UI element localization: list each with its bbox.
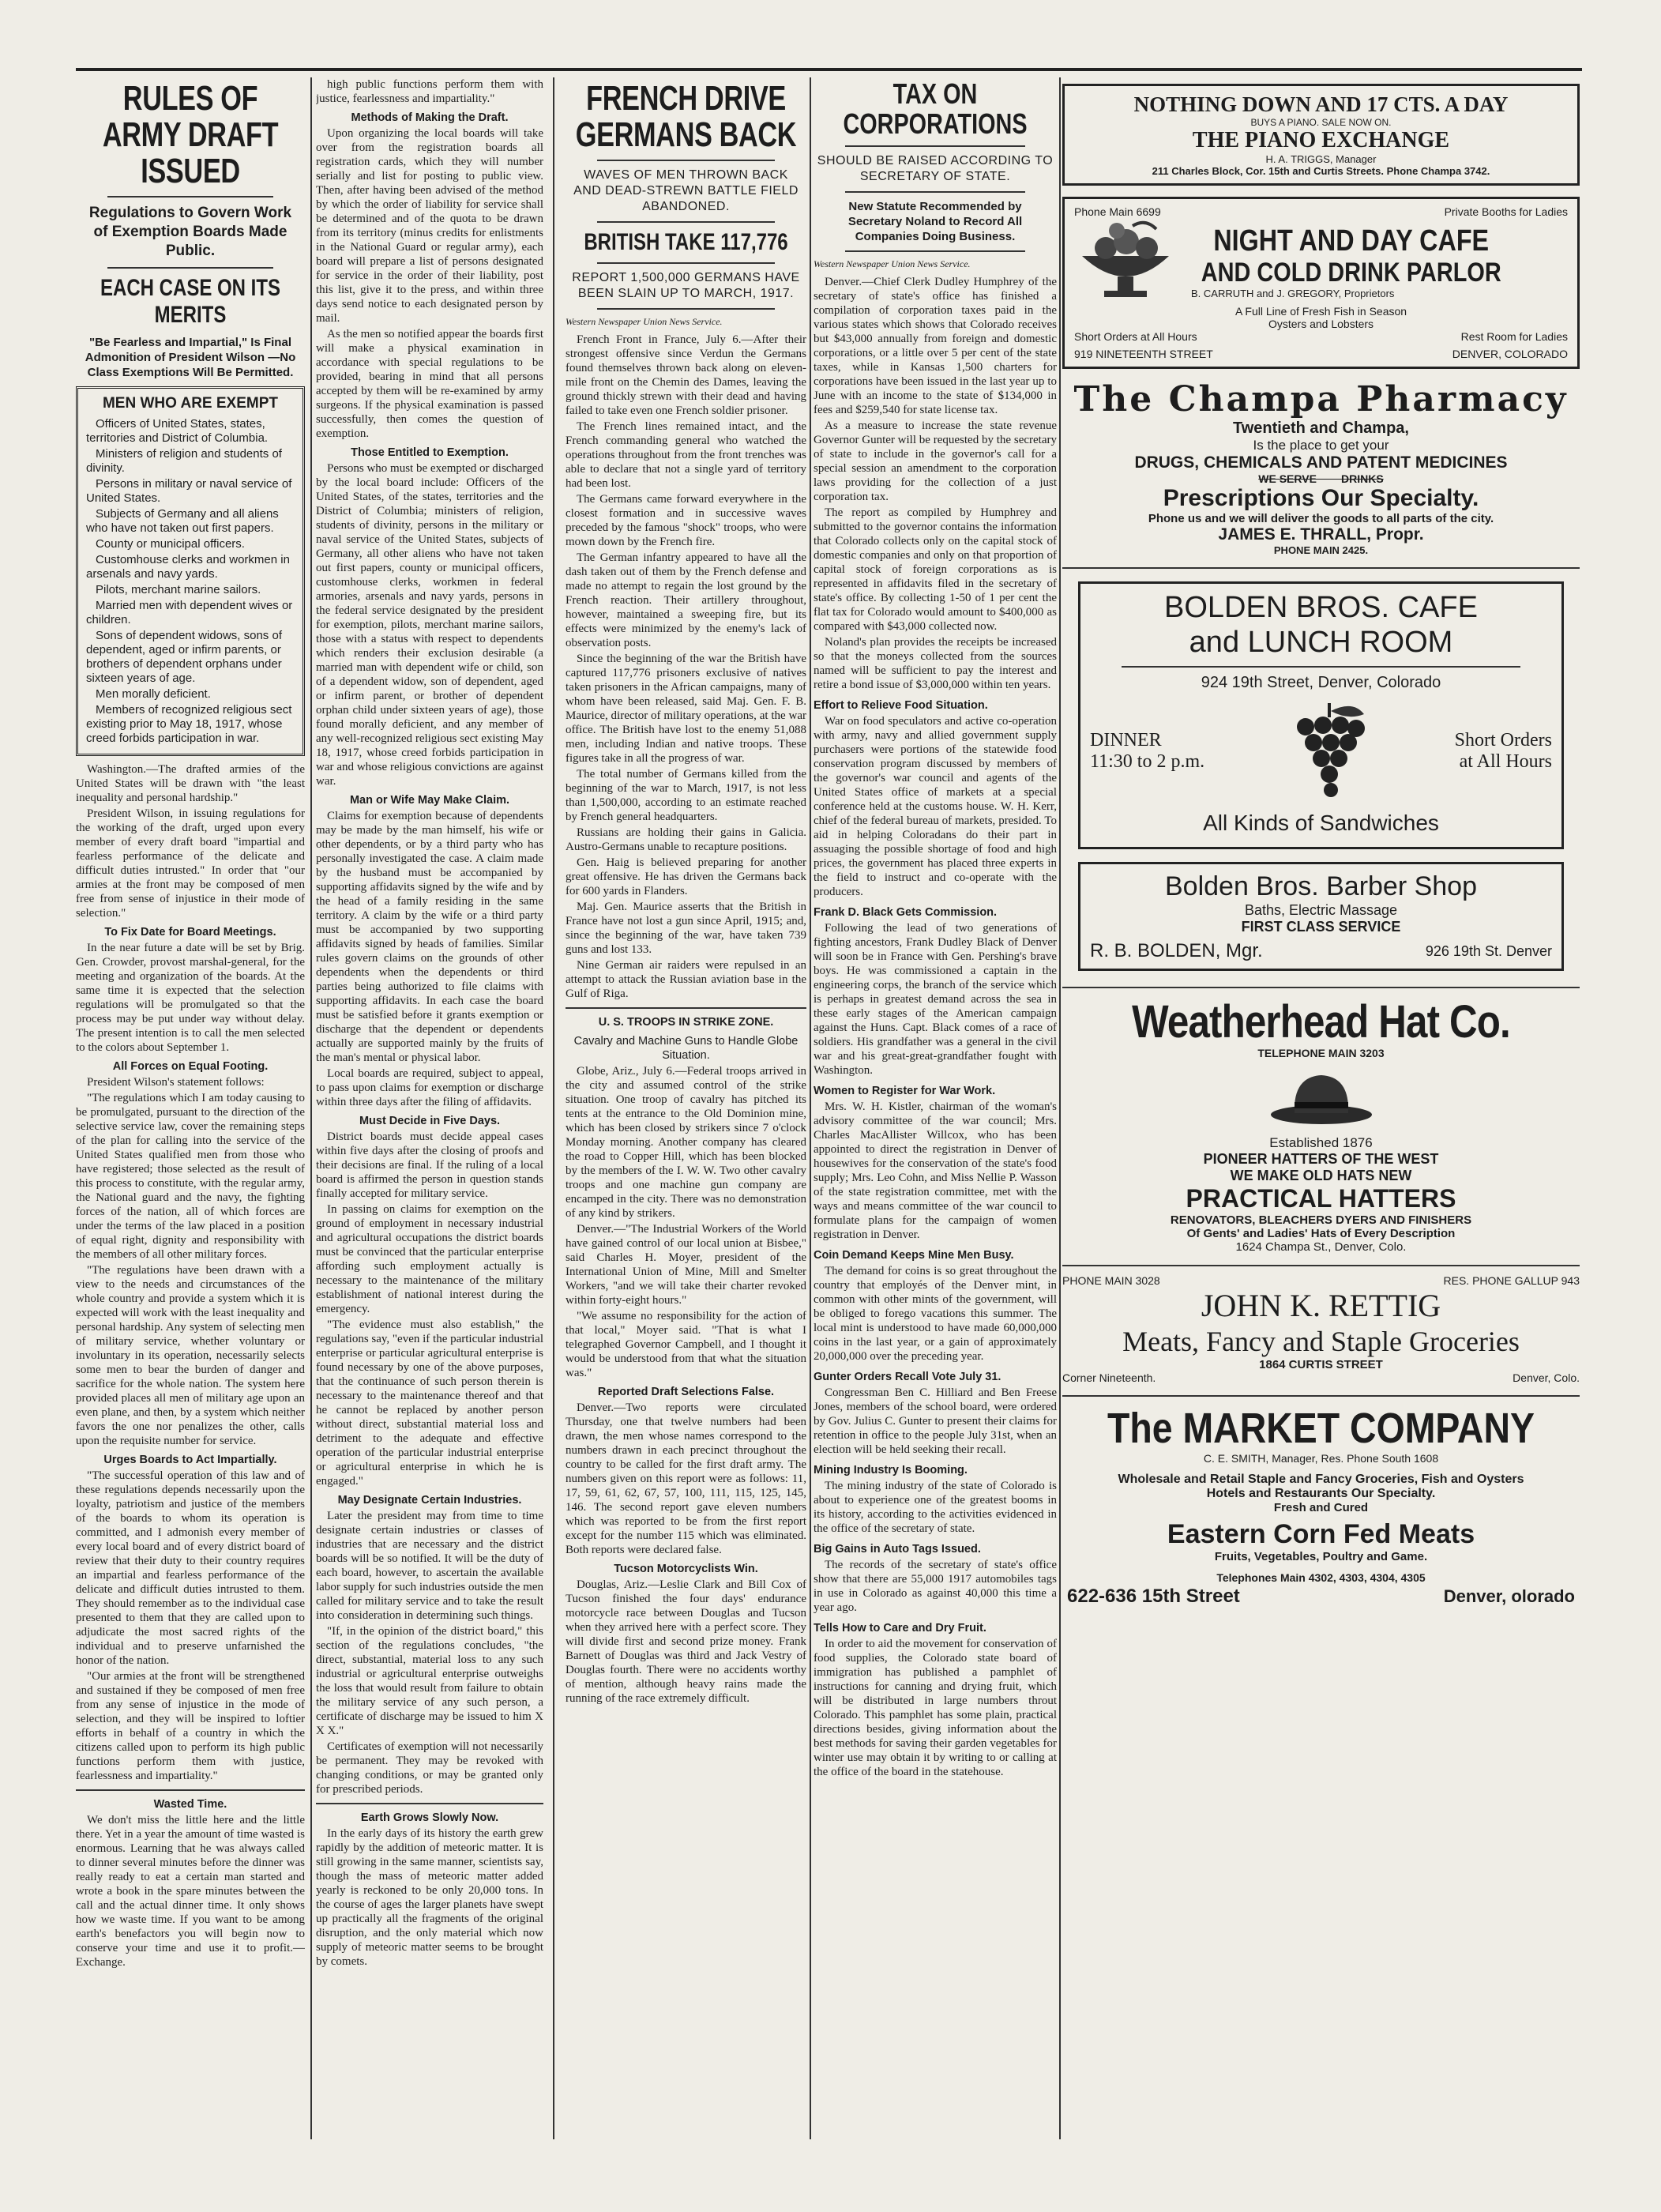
headline-french-drive: FRENCH DRIVE GERMANS BACK	[575, 79, 797, 154]
barber-manager: R. B. BOLDEN, Mgr.	[1090, 940, 1263, 961]
paragraph: Local boards are required, subject to appeal, to pass upon claims for exemption or discharge within three days after the filing of affidavits.	[316, 1067, 543, 1108]
paragraph: The records of the secretary of state's office show that there are 55,000 1917 automobiles tags in use in Colorado as against 40,000 this time a year ago.	[814, 1559, 1057, 1614]
headline-each-case: EACH CASE ON ITS MERITS	[100, 275, 281, 328]
cafe-short-orders: Short Orders at All Hours	[1074, 330, 1197, 343]
fruit-bowl-icon	[1074, 218, 1177, 305]
divider	[597, 221, 775, 223]
subhead: Urges Boards to Act Impartially.	[103, 1454, 277, 1466]
earth-title: Earth Grows Slowly Now.	[360, 1811, 499, 1824]
bolden-name2: and LUNCH ROOM	[1189, 626, 1453, 659]
divider	[845, 191, 1025, 193]
bolden-short-hours: at All Hours	[1459, 751, 1552, 772]
paragraph: "The regulations which I am today causing to be promulgated, pursuant to the direction of the selective service law, cover the remaining steps of the plan for calling into the service of the United States qualified men from those who have registered; those selected as the result of this process to constitute, with the regular army, the National guard and the navy, the fighting forces of the nation, all of which forces are under the terms of the law placed in a position of equal right, dignity and responsibility with the members of all other military forces.	[76, 1092, 305, 1261]
hat-old: WE MAKE OLD HATS NEW	[1230, 1168, 1412, 1183]
ad-night-day-cafe	[1062, 197, 1580, 369]
divider	[316, 1803, 543, 1804]
subhead: Methods of Making the Draft.	[351, 111, 509, 124]
paragraph: In order to aid the movement for conservation of food supplies, the Colorado state board of immigration has published a pamphlet of instructions for canning and drying fruit, which will be distributed in large numbers throut Colorado. This pamphlet has some plain, practical directions besides, giving information about the best methods for saving their garden vegetables for winter use may obtain it by writing to or calling at the office of the board in the statehouse.	[814, 1638, 1057, 1778]
bolden-address: 924 19th Street, Denver, Colorado	[1201, 674, 1441, 691]
subhead: Must Decide in Five Days.	[359, 1115, 501, 1127]
divider	[1062, 987, 1580, 988]
pharmacy-place: Is the place to get your	[1253, 438, 1389, 453]
hat-address: 1624 Champa St., Denver, Colo.	[1235, 1240, 1407, 1254]
divider	[845, 145, 1025, 147]
paragraph: District boards must decide appeal cases within five days after the closing of proofs and their decisions are final. If the ruling of a local board is affirmed the person in question stands finally accepted for military service.	[316, 1130, 543, 1200]
divider	[597, 262, 775, 264]
market-city: Denver, olorado	[1443, 1586, 1575, 1606]
column-rule	[810, 77, 811, 2139]
subhead: Gunter Orders Recall Vote July 31.	[814, 1371, 1001, 1383]
column-rule	[310, 77, 312, 2139]
exempt-box	[76, 386, 305, 756]
paragraph: Douglas, Ariz.—Leslie Clark and Bill Cox of Tucson finished the four days' endurance motorcycle race between Douglas and Tucson when they arrived here with a perfect score. They will divide first and second prize money. Frank Barnett of Douglas was third and Jack Vestry of Douglas fourth. There were no accidents worthy of mention, although heavy rains made the running of the race extremely difficult.	[566, 1578, 806, 1705]
pharmacy-proprietor: JAMES E. THRALL, Propr.	[1218, 525, 1424, 544]
paragraph: Globe, Ariz., July 6.—Federal troops arrived in the city and assumed control of the strike situation. One troop of cavalry has pitched its tents at the entrance to the Old Dominion mine, which has been closed by strikers since 7 o'clock Monday morning. Another company has cleared the road to Copper Hill, which has been blocked by the members of the I. W. W. Two other cavalry troops and one machine gun company are encamped in the city. There was no demonstration of any kind by strikers.	[566, 1065, 806, 1220]
exempt-item: Pilots, merchant marine sailors.	[96, 583, 261, 596]
divider	[76, 1789, 305, 1791]
hat-name: Weatherhead Hat Co.	[1132, 996, 1510, 1048]
strike-title: U. S. TROOPS IN STRIKE ZONE.	[598, 1016, 774, 1029]
exempt-item: County or municipal officers.	[96, 537, 245, 551]
ad-champa-pharmacy	[1062, 380, 1580, 556]
bolden-short: Short Orders	[1454, 730, 1552, 750]
deck-should-be-raised: SHOULD BE RAISED ACCORDING TO SECRETARY OF STATE.	[817, 154, 1054, 183]
market-phones: Telephones Main 4302, 4303, 4304, 4305	[1216, 1571, 1426, 1584]
divider	[597, 160, 775, 161]
deck-regulations: Regulations to Govern Work of Exemption Boards Made Public.	[88, 205, 292, 259]
rettig-city: Denver, Colo.	[1513, 1371, 1580, 1384]
earth-text: In the early days of its history the earth grew rapidly by the addition of meteoric matter. It is still growing in the same manner, scientists say, though the mass of meteoric matter added yearly is reckoned to be only 20,000 tons. In the course of ages the larger planets have swept up practically all the fragments of the original disruption, and the only material which now supply of meteoric matter seems to be brought by comets.	[316, 1827, 543, 1968]
exempt-item: Subjects of Germany and all aliens who have not taken out first papers.	[86, 507, 279, 535]
subhead: Mining Industry Is Booming.	[814, 1464, 968, 1477]
paragraph: Denver.—Two reports were circulated Thursday, one that twelve numbers had been drawn, the men whose names correspond to the numbers drawn in each precinct throughout the country to be called for the first draft army. The numbers given on this report were as follows: 11, 17, 59, 61, 62, 67, 57, 100, 111, 115, 125, 145, 146. The second report gave eleven numbers which was reported to be from the first report except for the number 115 which was eliminated. Both reports were declared false.	[566, 1401, 806, 1556]
subhead: Man or Wife May Make Claim.	[349, 794, 510, 807]
paragraph: Denver.—"The Industrial Workers of the World have gained control of our local union at Bisbee," said Charles H. Moyer, president of the International Union of Mine, Mill and Smelter Workers, "and we will take their charter revoked within forty-eight hours."	[566, 1223, 806, 1307]
headline-british: BRITISH TAKE 117,776	[584, 229, 788, 255]
paragraph: "If, in the opinion of the district board," this section of the regulations concludes, "the direct, substantial, material loss to any such industrial or agricultural enterprise outweighs the loss that would result from failure to obtain the military service of any such person, a certificate of discharge may be issued to him X X X."	[316, 1625, 543, 1737]
wasted-time-title: Wasted Time.	[153, 1798, 227, 1811]
deck-report: REPORT 1,500,000 GERMANS HAVE BEEN SLAIN UP TO MARCH, 1917.	[572, 271, 800, 300]
paragraph: Following the lead of two generations of fighting ancestors, Frank Dudley Black of Denver will soon be in France with Gen. Pershing's brave boys. He was commissioned a captain in the engineering corps, the branch of the service which is perhaps in greatest demand across the sea in these early stages of the American campaign against the Huns. Capt. Black comes of a race of soldiers. His grandfather was a general in the civil war and his great-great-grandfather fought with Washington.	[814, 922, 1057, 1077]
paragraph: The Germans came forward everywhere in the closest formation and in successive waves preceded by the famous "shock" troops, who were mown down by the French fire.	[566, 493, 806, 548]
rettig-line: Meats, Fancy and Staple Groceries	[1122, 1326, 1520, 1357]
column-3	[566, 77, 806, 2139]
subhead: Big Gains in Auto Tags Issued.	[814, 1543, 981, 1556]
rettig-phone-main: PHONE MAIN 3028	[1062, 1274, 1160, 1287]
subhead: All Forces on Equal Footing.	[112, 1060, 269, 1073]
paragraph: Nine German air raiders were repulsed in an attempt to attack the Russian aviation base in the Gulf of Riga.	[566, 959, 806, 1000]
exempt-item: Officers of United States, states, territories and District of Columbia.	[86, 417, 269, 445]
article-body	[316, 77, 543, 1796]
paragraph: Certificates of exemption will not necessarily be permanent. They may be revoked with changing conditions, or may be granted only for prescribed periods.	[316, 1740, 543, 1796]
ad-bolden-barber	[1078, 862, 1564, 971]
wasted-time-text: We don't miss the little here and the little there. Yet in a year the amount of time wasted is enormous. Learning that he was always called to dinner several minutes before the dinner was really ready to eat a certain man started and wrote a book in the spare minutes between the call and the actual dinner time. It only shows how we waste time. If you want to be among earth's benefactors you will begin now to conserve your time and use it to profit.—Exchange.	[76, 1814, 305, 1969]
piano-line1: NOTHING DOWN AND 17 CTS. A DAY	[1133, 92, 1509, 116]
divider	[107, 196, 273, 198]
divider	[107, 267, 273, 269]
paragraph: Later the president may from time to time designate certain industries or classes of industries that are necessary and the district boards will be so notified. It will be the duty of each board, however, to ascertain the available labor supply for such industries outside the men called for military service and to take the result into consideration in determining such things.	[316, 1510, 543, 1622]
rettig-street: 1864 CURTIS STREET	[1259, 1358, 1383, 1371]
subhead: Reported Draft Selections False.	[597, 1386, 775, 1398]
paragraph: As a measure to increase the state revenue Governor Gunter will be requested by the secretary of state to include in the governor's call for a special session an amendment to the corporation laws providing for the collection of a just corporation tax.	[814, 419, 1057, 503]
article-body	[566, 1064, 806, 1706]
subhead: Frank D. Black Gets Commission.	[814, 906, 998, 919]
paragraph: "We assume no responsibility for the action of that local," Moyer said. "That is what I telegraphed Governor Campbell, and I thought it would be understood from that what the situation was."	[566, 1310, 806, 1379]
article-body	[566, 333, 806, 1001]
column-rule	[1059, 77, 1061, 2139]
paragraph: Noland's plan provides the receipts be increased so that the moneys collected from the sources named will be sufficient to pay the interest and retire a bond issue of $3,000,000 within ten years.	[814, 636, 1057, 691]
paragraph: Mrs. W. H. Kistler, chairman of the woman's advisory committee of the war council; Mrs. Charles MacAllister Willcox, who has been appointed to direct the registration in Denver of housewives for the conservation of the state's food supply; Mrs. Leo Cohn, and Miss Nellie P. Wasson of the state registration committee, met with the ways and means committee of the war council to formulate plans for the campaign of women registration in Denver.	[814, 1100, 1057, 1241]
strike-subhead: Cavalry and Machine Guns to Handle Globe Situation.	[573, 1035, 799, 1062]
market-fruits: Fruits, Vegetables, Poultry and Game.	[1214, 1550, 1428, 1563]
hat-renovators: RENOVATORS, BLEACHERS DYERS AND FINISHERS	[1170, 1213, 1472, 1227]
paragraph: As the men so notified appear the boards first will make a physical examination in accordance with special regulations to be provided, bearing in mind that all persons accepted by them will be re-examined by army surgeons. If the physical examination is passed successfully, then comes the question of exemption.	[316, 328, 543, 440]
paragraph: In the near future a date will be set by Brig. Gen. Crowder, provost marshal-general, for the meeting and organization of the boards. At the same time it is expected that the selection regulations will be promulgated so that the process may be put under way without delay. The present intention is to call the men selected to the colors about September 1.	[76, 942, 305, 1054]
hat-pioneer: PIONEER HATTERS OF THE WEST	[1203, 1151, 1439, 1167]
paragraph: Persons who must be exempted or discharged by the local board include: Officers of the United States, of the states, territories and the District of Columbia; ministers of religion, students of divinity, persons in the military or naval service of the United States, subjects of Germany, all other aliens who have not taken out first papers, county or municipal officers, customhouse clerks, workmen in federal armories, arsenals and navy yards, persons in the federal service designated by the president for exemption, pilots, merchant marine sailors, those with a status with respect to dependents which renders their exclusion desirable (a married man with dependent wife or child, son of a dependent widow, son of dependent, aged or infirm parent, or brother of dependent orphan child under sixteen years of age), those found morally deficient, and any member of any well-recognized religious sect existing May 18, 1917, whose creed forbids participation in war and whose religious convictions are against war.	[316, 462, 543, 788]
exempt-item: Men morally deficient.	[96, 687, 211, 701]
market-name: The MARKET COMPANY	[1107, 1405, 1535, 1452]
paragraph: "The evidence must also establish," the regulations say, "even if the particular industrial enterprise or particular agricultural enterprise is found necessary by one of the above purposes, that the continuance of such person therein is necessary to the maintenance thereof and that he cannot be replaced by another person without direct, substantial material loss and detriment to the adequate and effective operation of the particular industrial enterprise or agricultural enterprise in which he is engaged."	[316, 1319, 543, 1488]
pharmacy-phone: PHONE MAIN 2425.	[1273, 544, 1369, 556]
paragraph: Upon organizing the local boards will take over from the registration boards all registration cards, which they will number serially and list for posting to public view. Then, after having been advised of the method by which the order of liability for service shall be determined and of the quota to be drawn from its territory (minus credits for enlistments in the National Guard or regular army), each board will prepare a list of persons designated for service in the order of their liability, post this list, give it to the press, and within three days send notice to each designated person by mail.	[316, 127, 543, 325]
piano-manager: H. A. TRIGGS, Manager	[1265, 153, 1377, 165]
bolden-dinner-hours: 11:30 to 2 p.m.	[1090, 751, 1205, 772]
piano-name: THE PIANO EXCHANGE	[1192, 128, 1450, 152]
paragraph: The mining industry of the state of Colorado is about to experience one of the greatest booms in its history, according to the activities evidenced in the office of the secretary of state.	[814, 1480, 1057, 1535]
column-rule	[553, 77, 554, 2139]
pharmacy-specialty: Prescriptions Our Specialty.	[1163, 485, 1479, 511]
article-body	[76, 762, 305, 1783]
divider	[1062, 1265, 1580, 1266]
cafe-phone: Phone Main 6699	[1074, 205, 1161, 218]
rettig-name: JOHN K. RETTIG	[1201, 1288, 1441, 1323]
top-rule	[76, 68, 1582, 71]
piano-address: 211 Charles Block, Cor. 15th and Curtis Streets. Phone Champa 3742.	[1152, 165, 1490, 177]
ad-market-company	[1062, 1405, 1580, 1608]
ad-piano-exchange	[1062, 84, 1580, 186]
bolden-sandwiches: All Kinds of Sandwiches	[1203, 811, 1439, 835]
subhead: Effort to Relieve Food Situation.	[814, 699, 988, 712]
headline-tax: TAX ON CORPORATIONS	[843, 77, 1028, 140]
cafe-proprietors: B. CARRUTH and J. GREGORY, Proprietors	[1191, 287, 1395, 299]
ads-column	[1062, 77, 1580, 2139]
grapes-icon	[1282, 700, 1377, 803]
paragraph: Denver.—Chief Clerk Dudley Humphrey of the secretary of state's office has finished a compilation of corporation taxes paid in the various states which shows that Colorado receives but $43,000 annually from foreign and domestic corporations, or a little over 5 per cent of the state taxes, while in Kansas 1,500 charters for corporations have been issued in the last year up to June with an income to the state of $134,000 in fees and $259,540 for state license tax.	[814, 276, 1057, 416]
paragraph: Congressman Ben C. Hilliard and Ben Freese Jones, members of the school board, were ordered by Gov. Julius C. Gunter to present their claims for retention in office to the people July 31st, when an election will be held seeking their recall.	[814, 1386, 1057, 1456]
cafe-street: 919 NINETEENTH STREET	[1074, 348, 1213, 360]
hat-of: Of Gents' and Ladies' Hats of Every Description	[1186, 1227, 1456, 1240]
deck-new-statute: New Statute Recommended by Secretary Noland to Record All Companies Doing Business.	[847, 200, 1023, 243]
paragraph: The German infantry appeared to have all the dash taken out of them by the French defense and made no attempt to regain the lost ground by the French reaction. Their artillery throughout, however, maintained a sweeping fire, but its effects were minimized by the enemy's lack of observation posts.	[566, 551, 806, 649]
exempt-item: Sons of dependent widows, sons of dependent, aged or infirm parents, or brothers of dependent orphans under sixteen years of age.	[86, 629, 282, 685]
hat-icon	[1266, 1066, 1377, 1129]
paragraph: President Wilson's statement follows:	[87, 1076, 265, 1089]
column-1	[76, 77, 305, 2139]
paragraph: Gen. Haig is believed preparing for another great offensive. He has driven the Germans back for 600 yards in Flanders.	[566, 856, 806, 897]
paragraph: "The regulations have been drawn with a view to the needs and circumstances of the whole country and provide a system which it is expected will work with the least inequality and personal hardship. Any system of selecting men of military service, whether voluntary or involuntary in its operation, necessarily selects some men to bear the burden of danger and sacrifice for the whole nation. The system here provided places all men of military age upon an even plane, and then, by a system which neither favors the one nor penalizes the other, calls upon the requisite number for service.	[76, 1264, 305, 1447]
market-line2: Hotels and Restaurants Our Specialty.	[1206, 1487, 1436, 1500]
cafe-oysters: Oysters and Lobsters	[1268, 318, 1374, 330]
barber-service: FIRST CLASS SERVICE	[1241, 919, 1401, 935]
hat-phone: TELEPHONE MAIN 3203	[1257, 1047, 1385, 1059]
divider	[1122, 666, 1520, 668]
bolden-dinner: DINNER	[1090, 730, 1162, 750]
rettig-corner: Corner Nineteenth.	[1062, 1371, 1156, 1384]
bolden-name1: BOLDEN BROS. CAFE	[1164, 591, 1478, 624]
market-line1: Wholesale and Retail Staple and Fancy Groceries, Fish and Oysters	[1118, 1473, 1524, 1486]
cafe-fish: A Full Line of Fresh Fish in Season	[1234, 305, 1407, 318]
column-2	[316, 77, 543, 2139]
subhead: Coin Demand Keeps Mine Men Busy.	[814, 1249, 1014, 1262]
cafe-name1: NIGHT AND DAY CAFE	[1213, 224, 1490, 258]
rettig-phone-res: RES. PHONE GALLUP 943	[1443, 1274, 1580, 1287]
divider	[566, 1007, 806, 1009]
exempt-box-title: MEN WHO ARE EXEMPT	[102, 395, 279, 412]
ad-bolden-cafe	[1078, 581, 1564, 849]
hat-practical: PRACTICAL HATTERS	[1186, 1184, 1456, 1213]
market-address: 622-636 15th Street	[1067, 1586, 1240, 1607]
paragraph: War on food speculators and active co-operation with army, navy and allied government supply purchasers were portions of the statewide food conservation program discussed by members of the governor's war council and agents of the United States office of markets at a special conference held at the customs house. W. H. Kerr, chief of the federal bureau of markets, presided. To aid in helping Coloradans do their part in assuaging the possible shortage of food and high prices, the government has placed three experts in the field to instruct and co-operate with the producers.	[814, 715, 1057, 898]
paragraph: "The successful operation of this law and of these regulations depends necessarily upon the loyalty, patriotism and justice of the members of the boards to whom its operation is committed, and I admonish every member of every local board and of every district board of review that their duty to their country requires an impartial and fearless performance of the delicate and difficult duties intrusted to them. They should remember as to the individual case presented to them that they are called upon to adjudicate the most sacred rights of the individual and to preserve unfarnished the honor of the nation.	[76, 1469, 305, 1667]
headline-army-draft: RULES OF ARMY DRAFT ISSUED	[102, 79, 279, 190]
pharmacy-phone-us: Phone us and we will deliver the goods to all parts of the city.	[1148, 512, 1494, 525]
exempt-item: Persons in military or naval service of United States.	[86, 477, 292, 505]
news-credit: Western Newspaper Union News Service.	[814, 258, 971, 269]
barber-name: Bolden Bros. Barber Shop	[1164, 871, 1478, 901]
pharmacy-address: Twentieth and Champa,	[1233, 419, 1409, 437]
exempt-item: Members of recognized religious sect existing prior to May 18, 1917, whose creed forbids participation in war.	[86, 703, 292, 745]
exempt-item: Customhouse clerks and workmen in arsenals and navy yards.	[86, 553, 290, 581]
cafe-booths: Private Booths for Ladies	[1444, 205, 1568, 218]
barber-baths: Baths, Electric Massage	[1244, 902, 1398, 918]
deck-fearless: "Be Fearless and Impartial," Is Final Admonition of President Wilson —No Class Exemptions Will Be Permitted.	[85, 336, 296, 379]
pharmacy-name: The Champa Pharmacy	[1073, 379, 1569, 419]
market-fresh: Fresh and Cured	[1273, 1501, 1369, 1514]
paragraph: high public functions perform them with justice, fearlessness and impartiality."	[316, 78, 543, 105]
ad-john-rettig	[1062, 1274, 1580, 1384]
subhead: Tucson Motorcyclists Win.	[614, 1563, 758, 1575]
paragraph: Washington.—The drafted armies of the United States will be drawn with "the least inequality and personal hardship."	[76, 763, 305, 804]
divider	[1062, 1395, 1580, 1397]
market-meats: Eastern Corn Fed Meats	[1167, 1519, 1475, 1549]
deck-waves: WAVES OF MEN THROWN BACK AND DEAD-STREWN BATTLE FIELD ABANDONED.	[573, 168, 799, 213]
paragraph: Since the beginning of the war the British have captured 117,776 prisoners exclusive of natives taken prisoners in the African campaigns, many of whom have been released, said Maj. Gen. F. B. Maurice, director of military operations, at the war office. The British have lost to the enemy 51,088 men, including Indian and native troops. These figures take in all the progress of war.	[566, 653, 806, 765]
paragraph: The French lines remained intact, and the French commanding general who watched the operations throughout from the front trenches was able to declare that not a single yard of territory had been lost.	[566, 420, 806, 490]
paragraph: Maj. Gen. Maurice asserts that the British in France have not lost a gun since April, 1915; and, since the beginning of the war, have taken 739 guns and lost 133.	[566, 901, 806, 956]
pharmacy-serve: WE SERVE DRINKS	[1258, 472, 1384, 485]
paragraph: Russians are holding their gains in Galicia. Austro-Germans unable to recapture positions.	[566, 826, 806, 853]
divider	[845, 250, 1025, 252]
article-body	[814, 275, 1057, 1779]
barber-address: 926 19th St. Denver	[1425, 942, 1552, 959]
divider	[597, 308, 775, 310]
column-4	[814, 77, 1057, 2139]
paragraph: French Front in France, July 6.—After their strongest offensive since Verdun the Germans found themselves thrown back along on eleven-mile front on the Chemin des Dames, leaving the ground thickly strewn with their dead and having failed to take even one French soldier prisoner.	[566, 333, 806, 417]
piano-line2: BUYS A PIANO. SALE NOW ON.	[1250, 117, 1392, 128]
divider	[1062, 567, 1580, 569]
cafe-rest-room: Rest Room for Ladies	[1460, 330, 1568, 343]
subhead: To Fix Date for Board Meetings.	[104, 926, 276, 939]
paragraph: "Our armies at the front will be strengthened and sustained if they be composed of men free from any sense of injustice in the mode of selection, and they will be inspired to loftier efforts in behalf of a country in which the citizens called upon to perform its high public functions perform them with justice, fearlessness and impartiality."	[76, 1670, 305, 1782]
paragraph: The demand for coins is so great throughout the country that employés of the Denver mint, in common with other mints of the government, will be obliged to forego vacations this summer. The local mint is understood to have made 60,000,000 coins in the last year, or a gain of approximately 20,000,000 over the preceding year.	[814, 1265, 1057, 1363]
exempt-item: Married men with dependent wives or children.	[86, 599, 293, 626]
pharmacy-drugs: DRUGS, CHEMICALS AND PATENT MEDICINES	[1134, 453, 1508, 472]
cafe-city: DENVER, COLORADO	[1452, 348, 1568, 360]
exempt-item: Ministers of religion and students of divinity.	[86, 447, 282, 475]
paragraph: In passing on claims for exemption on the ground of employment in necessary industrial and agricultural occupations the district boards must be convinced that the particular enterprise affording such employment actually is necessary to the maintenance of the military establishment of national interest during the emergency.	[316, 1203, 543, 1315]
paragraph: The report as compiled by Humphrey and submitted to the governor contains the information that Colorado collects only on the capital stock of domestic companies and only on that proportion of capital stock of foreign corporations as is represented in affidavits filed in the secretary of state's office. By collecting 1-50 of 1 per cent the flat tax for Colorado would amount to $400,000 as compared with $43,000 collected now.	[814, 506, 1057, 633]
subhead: Women to Register for War Work.	[814, 1085, 996, 1097]
market-manager: C. E. SMITH, Manager, Res. Phone South 1608	[1203, 1452, 1439, 1465]
ad-weatherhead-hat	[1062, 998, 1580, 1254]
subhead: May Designate Certain Industries.	[337, 1494, 522, 1507]
paragraph: President Wilson, in issuing regulations for the working of the draft, urged upon every member of every draft board "impartial and fearless performance of the delicate and difficult duties intrusted." In order that "our armies at the front may be composed of men free from sense of injustice in their mode of selection."	[76, 807, 305, 920]
news-credit: Western Newspaper Union News Service.	[566, 316, 723, 327]
paragraph: Claims for exemption because of dependents may be made by the man himself, his wife or other dependents, or by a third party who has personally investigated the case. A claim made by the husband must be accompanied by supporting affidavits signed by the wife and by the head of a family residing in the same territory. A claim by the wife or a third party must be accompanied by two supporting affidavits signed by heads of families. Similar rules govern claims on the grounds of other dependents when the dependents or third parties being authorized to file claims with supporting affidavits. In each case the board must be satisfied before it grants exemption or discharge that the dependent or dependents actually are supported mainly by the fruits of the man's mental or physical labor.	[316, 810, 543, 1064]
hat-established: Established 1876	[1269, 1135, 1373, 1150]
subhead: Those Entitled to Exemption.	[351, 446, 509, 459]
paragraph: The total number of Germans killed from the beginning of the war to March, 1917, is not less than 1,500,000, according to an estimate reached by French general headquarters.	[566, 768, 806, 823]
cafe-name2: AND COLD DRINK PARLOR	[1201, 257, 1501, 288]
subhead: Tells How to Care and Dry Fruit.	[814, 1622, 986, 1635]
